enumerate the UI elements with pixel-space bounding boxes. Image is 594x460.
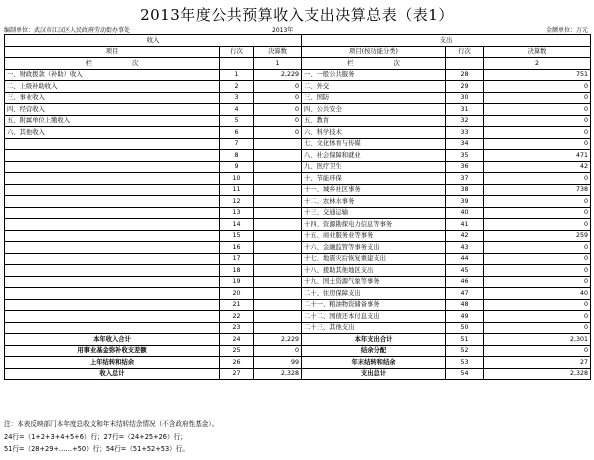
expense-amount-cell: 471 [484, 150, 591, 162]
income-lanci-label [5, 58, 220, 70]
ci-label: 次 [132, 59, 139, 67]
income-amount-cell: 2,229 [254, 69, 302, 81]
income-row-no-cell: 8 [220, 150, 254, 162]
income-item-cell: 本年收入合计 [5, 334, 220, 346]
income-row-no-cell: 17 [220, 253, 254, 265]
income-row-no-cell: 10 [220, 173, 254, 185]
table-row [5, 311, 591, 323]
compiling-unit: 编制单位：武汉市江汉区人民政府劳动街办事处 [4, 27, 131, 34]
table-row [5, 242, 591, 254]
income-row-no-cell: 19 [220, 276, 254, 288]
income-amount-cell [254, 161, 302, 173]
budget-table [4, 34, 591, 380]
income-item-cell [5, 150, 220, 162]
table-row [5, 184, 591, 196]
expense-amount-cell: 0 [484, 138, 591, 150]
expense-row-no-cell: 53 [446, 357, 484, 369]
table-row [5, 138, 591, 150]
income-row-no-cell: 21 [220, 299, 254, 311]
income-item-cell: 五、附属单位上缴收入 [5, 115, 220, 127]
ci-label: 次 [393, 59, 400, 67]
income-section-header: 收入 [5, 35, 302, 47]
income-item-cell: 六、其他收入 [5, 127, 220, 139]
income-item-cell [5, 322, 220, 334]
expense-column-index: 2 [484, 58, 591, 70]
income-row-no-cell: 11 [220, 184, 254, 196]
income-amount-cell: 0 [254, 92, 302, 104]
expense-row-no-cell: 51 [446, 334, 484, 346]
income-row-no-cell: 15 [220, 230, 254, 242]
expense-amount-cell: 0 [484, 299, 591, 311]
income-amount-cell [254, 150, 302, 162]
income-item-cell: 上年结转和结余 [5, 357, 220, 369]
expense-amount-cell: 2,328 [484, 368, 591, 380]
expense-amount-cell: 0 [484, 115, 591, 127]
income-item-cell [5, 299, 220, 311]
income-amount-cell: 0 [254, 127, 302, 139]
expense-amount-cell: 0 [484, 196, 591, 208]
expense-amount-cell: 0 [484, 92, 591, 104]
expense-amount-cell: 42 [484, 161, 591, 173]
table-row [5, 299, 591, 311]
expense-amount-cell: 0 [484, 311, 591, 323]
income-item-cell [5, 219, 220, 231]
expense-item-cell: 十五、商业服务业等事务 [302, 230, 446, 242]
table-row [5, 127, 591, 139]
income-row-no-cell: 23 [220, 322, 254, 334]
income-amount-cell [254, 322, 302, 334]
table-row [5, 219, 591, 231]
footnote-line: 24行=（1+2+3+4+5+6）行；27行=（24+25+26）行； [4, 432, 187, 441]
expense-row-no-cell: 34 [446, 138, 484, 150]
expense-item-cell: 八、社会保障和就业 [302, 150, 446, 162]
expense-amount-cell: 738 [484, 184, 591, 196]
expense-item-cell: 十九、国土资源气象等事务 [302, 276, 446, 288]
expense-amount-cell: 751 [484, 69, 591, 81]
income-column-index: 1 [254, 58, 302, 70]
expense-row-no-cell: 37 [446, 173, 484, 185]
expense-amount-cell: 0 [484, 219, 591, 231]
lan-label: 栏 [347, 59, 354, 67]
expense-section-header: 支出 [302, 35, 591, 47]
expense-item-cell: 十二、农林水事务 [302, 196, 446, 208]
expense-item-cell: 十七、地震灾后恢复重建支出 [302, 253, 446, 265]
income-item-cell [5, 242, 220, 254]
income-row-no-cell: 18 [220, 265, 254, 277]
income-row-no-cell: 26 [220, 357, 254, 369]
income-row-no-cell: 12 [220, 196, 254, 208]
lan-label: 栏 [85, 59, 92, 67]
income-row-no-cell: 6 [220, 127, 254, 139]
income-amount-cell: 0 [254, 345, 302, 357]
table-row [5, 173, 591, 185]
income-amount-cell [254, 288, 302, 300]
expense-amount-cell: 259 [484, 230, 591, 242]
income-amount-cell [254, 138, 302, 150]
budget-table-body [5, 35, 591, 380]
column-header-row [5, 46, 591, 58]
expense-amount-cell: 0 [484, 253, 591, 265]
section-header-row [5, 35, 591, 47]
income-amount-header: 决算数 [254, 46, 302, 58]
expense-item-cell: 十一、城乡社区事务 [302, 184, 446, 196]
expense-item-cell: 三、国防 [302, 92, 446, 104]
income-row-no-cell: 14 [220, 219, 254, 231]
income-amount-cell [254, 196, 302, 208]
column-index-row [5, 58, 591, 70]
income-item-cell [5, 230, 220, 242]
table-row [5, 276, 591, 288]
total-row [5, 334, 591, 346]
income-row-no-cell: 25 [220, 345, 254, 357]
income-row-no-cell: 5 [220, 115, 254, 127]
income-row-no-header: 行次 [220, 46, 254, 58]
table-row [5, 230, 591, 242]
expense-item-cell: 二十三、其他支出 [302, 322, 446, 334]
income-amount-cell [254, 265, 302, 277]
expense-row-no-cell: 52 [446, 345, 484, 357]
expense-item-cell: 二十、住房保障支出 [302, 288, 446, 300]
expense-row-no-cell: 54 [446, 368, 484, 380]
income-row-no-cell: 4 [220, 104, 254, 116]
expense-row-no-cell: 44 [446, 253, 484, 265]
expense-item-cell: 六、科学技术 [302, 127, 446, 139]
expense-item-header: 项目(按功能分类) [302, 46, 446, 58]
expense-item-cell: 四、公共安全 [302, 104, 446, 116]
expense-amount-cell: 0 [484, 276, 591, 288]
expense-item-cell: 十四、资源勘探电力信息等事务 [302, 219, 446, 231]
expense-item-cell: 本年支出合计 [302, 334, 446, 346]
income-item-cell [5, 196, 220, 208]
income-item-cell [5, 184, 220, 196]
income-amount-cell: 0 [254, 115, 302, 127]
income-amount-cell [254, 207, 302, 219]
footnote-line: 51行=（28+29+……+50）行；54行=（51+52+53）行。 [4, 445, 189, 453]
expense-row-no-cell: 35 [446, 150, 484, 162]
expense-item-cell: 九、医疗卫生 [302, 161, 446, 173]
expense-item-cell: 二十二、国债还本付息支出 [302, 311, 446, 323]
expense-lanci-label [302, 58, 446, 70]
amount-unit: 金额单位：万元 [545, 27, 588, 34]
income-amount-cell [254, 311, 302, 323]
expense-amount-cell: 0 [484, 242, 591, 254]
income-amount-cell [254, 276, 302, 288]
income-row-no-cell: 13 [220, 207, 254, 219]
expense-amount-cell: 0 [484, 127, 591, 139]
income-amount-cell: 2,229 [254, 334, 302, 346]
expense-item-cell: 结余分配 [302, 345, 446, 357]
income-item-cell: 二、上级补助收入 [5, 81, 220, 93]
expense-row-no-cell: 48 [446, 299, 484, 311]
expense-amount-cell: 0 [484, 322, 591, 334]
expense-item-cell: 二十一、粮油物资储备事务 [302, 299, 446, 311]
income-item-cell: 一、财政拨款（补助）收入 [5, 69, 220, 81]
income-item-cell [5, 253, 220, 265]
income-amount-cell [254, 253, 302, 265]
table-row [5, 265, 591, 277]
income-row-no-cell: 7 [220, 138, 254, 150]
income-item-cell [5, 161, 220, 173]
table-row [5, 81, 591, 93]
table-row [5, 115, 591, 127]
table-row [5, 104, 591, 116]
income-row-no-cell: 2 [220, 81, 254, 93]
expense-row-no-cell: 36 [446, 161, 484, 173]
table-row [5, 150, 591, 162]
income-item-cell [5, 138, 220, 150]
footnote-line: 注：本表反映部门本年度总收支和年末结转结余情况（不含政府性基金）。 [4, 420, 219, 428]
income-row-no-cell: 9 [220, 161, 254, 173]
income-row-no-cell: 1 [220, 69, 254, 81]
expense-amount-header: 决算数 [484, 46, 591, 58]
expense-row-no-cell: 28 [446, 69, 484, 81]
expense-amount-cell: 0 [484, 207, 591, 219]
expense-item-cell: 十三、交通运输 [302, 207, 446, 219]
total-row [5, 368, 591, 380]
expense-amount-cell: 0 [484, 81, 591, 93]
footnotes [4, 418, 218, 456]
expense-row-no-cell: 32 [446, 115, 484, 127]
income-row-no-cell: 27 [220, 368, 254, 380]
income-amount-cell [254, 230, 302, 242]
income-row-no-cell: 16 [220, 242, 254, 254]
expense-row-no-cell: 31 [446, 104, 484, 116]
income-item-cell: 四、经营收入 [5, 104, 220, 116]
total-row [5, 345, 591, 357]
expense-item-cell: 一、一般公共服务 [302, 69, 446, 81]
expense-item-cell: 五、教育 [302, 115, 446, 127]
income-amount-cell [254, 299, 302, 311]
expense-row-no-cell: 39 [446, 196, 484, 208]
expense-amount-cell: 2,301 [484, 334, 591, 346]
income-item-cell: 三、事业收入 [5, 92, 220, 104]
income-row-no-cell: 24 [220, 334, 254, 346]
income-amount-cell [254, 242, 302, 254]
income-item-cell [5, 276, 220, 288]
expense-row-no-cell: 41 [446, 219, 484, 231]
total-row [5, 357, 591, 369]
expense-amount-cell: 27 [484, 357, 591, 369]
expense-row-no-cell: 30 [446, 92, 484, 104]
expense-row-no-cell: 49 [446, 311, 484, 323]
table-row [5, 253, 591, 265]
expense-row-no-cell: 38 [446, 184, 484, 196]
income-row-no-cell: 20 [220, 288, 254, 300]
table-row [5, 196, 591, 208]
income-amount-cell: 0 [254, 104, 302, 116]
expense-item-cell: 十八、援助其他地区支出 [302, 265, 446, 277]
expense-row-no-cell: 43 [446, 242, 484, 254]
income-amount-cell: 99 [254, 357, 302, 369]
income-item-cell [5, 265, 220, 277]
expense-row-no-cell: 33 [446, 127, 484, 139]
expense-amount-cell: 40 [484, 288, 591, 300]
table-row [5, 322, 591, 334]
expense-row-no-cell: 45 [446, 265, 484, 277]
expense-item-cell: 十、节能环保 [302, 173, 446, 185]
expense-amount-cell: 0 [484, 104, 591, 116]
page-title: 2013年度公共预算收入支出决算总表（表1） [140, 6, 454, 24]
income-item-cell: 用事业基金弥补收支差额 [5, 345, 220, 357]
table-row [5, 69, 591, 81]
expense-index-blank [446, 58, 484, 70]
expense-row-no-cell: 29 [446, 81, 484, 93]
income-item-header: 项目 [5, 46, 220, 58]
expense-amount-cell: 0 [484, 345, 591, 357]
expense-item-cell: 支出总计 [302, 368, 446, 380]
expense-row-no-cell: 46 [446, 276, 484, 288]
table-row [5, 288, 591, 300]
income-item-cell: 收入总计 [5, 368, 220, 380]
expense-item-cell: 年末结转和结余 [302, 357, 446, 369]
income-item-cell [5, 311, 220, 323]
income-amount-cell [254, 173, 302, 185]
income-amount-cell [254, 184, 302, 196]
expense-item-cell: 七、文化体育与传媒 [302, 138, 446, 150]
income-amount-cell [254, 219, 302, 231]
income-item-cell [5, 207, 220, 219]
income-amount-cell: 0 [254, 81, 302, 93]
report-year: 2013年 [272, 27, 294, 34]
expense-row-no-cell: 40 [446, 207, 484, 219]
expense-row-no-header: 行次 [446, 46, 484, 58]
expense-item-cell: 十六、金融监管等事务支出 [302, 242, 446, 254]
income-row-no-cell: 3 [220, 92, 254, 104]
table-row [5, 207, 591, 219]
income-amount-cell: 2,328 [254, 368, 302, 380]
expense-item-cell: 二、外交 [302, 81, 446, 93]
table-row [5, 92, 591, 104]
income-item-cell [5, 288, 220, 300]
expense-amount-cell: 0 [484, 265, 591, 277]
expense-amount-cell: 0 [484, 173, 591, 185]
income-index-blank [220, 58, 254, 70]
income-row-no-cell: 22 [220, 311, 254, 323]
expense-row-no-cell: 47 [446, 288, 484, 300]
expense-row-no-cell: 50 [446, 322, 484, 334]
expense-row-no-cell: 42 [446, 230, 484, 242]
income-item-cell [5, 173, 220, 185]
table-row [5, 161, 591, 173]
